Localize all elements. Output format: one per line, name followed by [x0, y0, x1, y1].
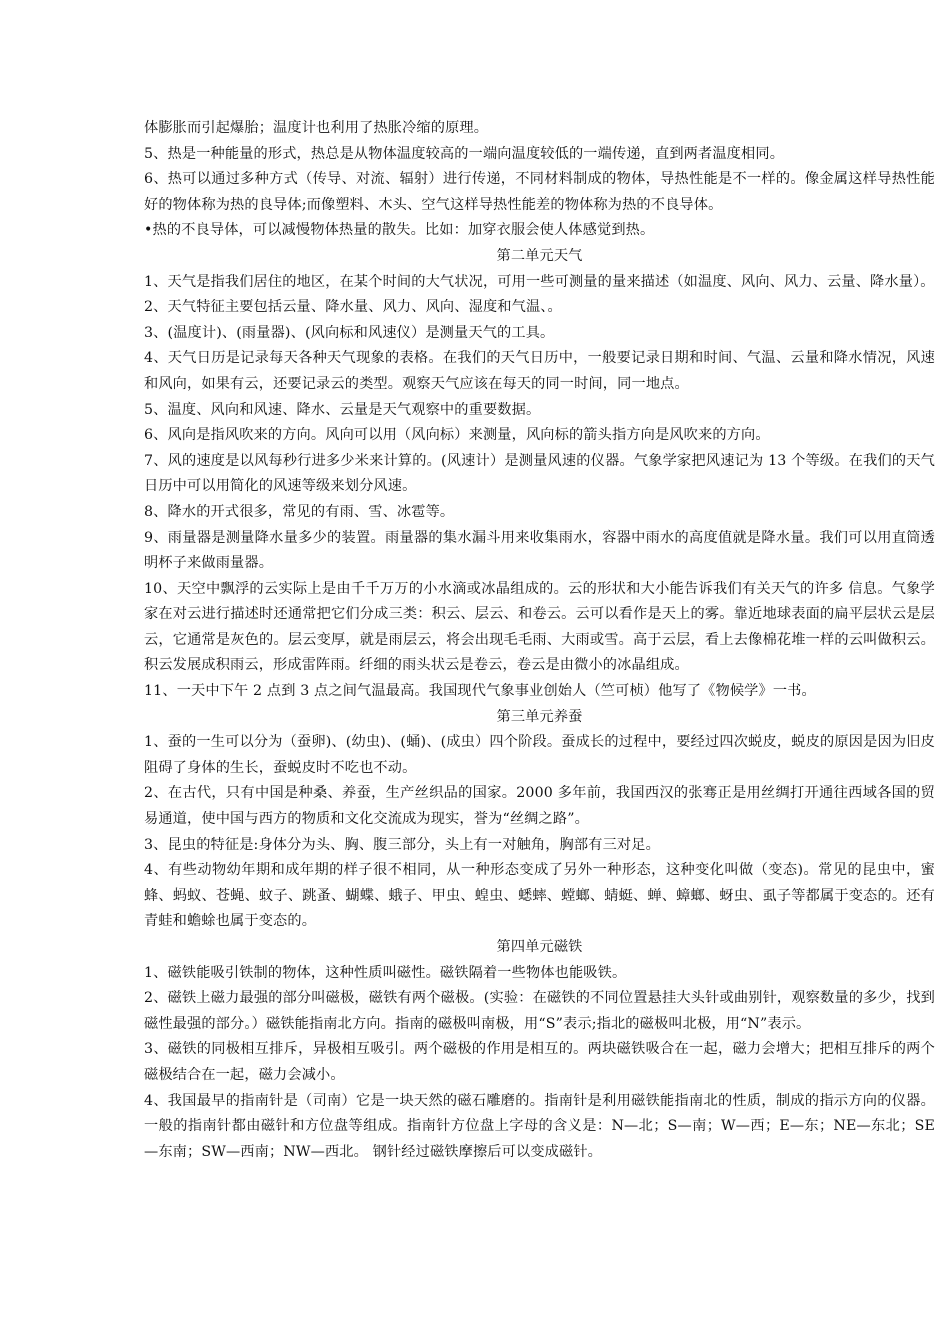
section-heading-weather: 第二单元天气 [496, 247, 583, 264]
paragraph-silkworm-3: 3、昆虫的特征是:身体分为头、胸、腹三部分，头上有一对触角，胸部有三对足。 [144, 836, 660, 853]
paragraph-magnet-3: 3、磁铁的同极相互排斥，异极相互吸引。两个磁极的作用是相互的。两块磁铁吸合在一起，磁力会增大；把相互排斥的两个磁极结合在一起，磁力会减小。 [144, 1041, 935, 1083]
paragraph-weather-3: 3、(温度计)、(雨量器)、(风向标和风速仪）是测量天气的工具。 [144, 324, 555, 341]
paragraph-weather-11: 11、一天中下午 2 点到 3 点之间气温最高。我国现代气象事业创始人（竺可桢）他写了《物候学》一书。 [144, 683, 816, 700]
paragraph-silkworm-2: 2、在古代，只有中国是种桑、养蚕，生产丝织品的国家。2000 多年前，我国西汉的张骞正是用丝绸打开通往西域各国的贸易通道，使中国与西方的物质和文化交流成为现实，誉为“丝绸之路”。 [144, 785, 935, 828]
paragraph-weather-8: 8、降水的开式很多，常见的有雨、雪、冰雹等。 [144, 503, 455, 520]
paragraph-weather-4: 4、天气日历是记录每天各种天气现象的表格。在我们的天气日历中，一般要记录日期和时间、气温、云量和降水情况，风速和风向，如果有云，还要记录云的类型。观察天气应该在每天的同一时间，同一地点。 [144, 350, 935, 392]
paragraph-weather-5: 5、温度、风向和风速、降水、云量是天气观察中的重要数据。 [144, 401, 541, 418]
paragraph-silkworm-1: 1、蚕的一生可以分为（蚕卵)、(幼虫)、(蛹)、(成虫）四个阶段。蚕成长的过程中，要经过四次蜕皮，蜕皮的原因是因为旧皮阻碍了身体的生长，蚕蜕皮时不吃也不动。 [144, 734, 935, 776]
paragraph-magnet-4: 4、我国最早的指南针是（司南）它是一块天然的磁石雕磨的。指南针是利用磁铁能指南北的性质，制成的指示方向的仪器。一般的指南针都由磁针和方位盘等组成。指南针方位盘上字母的含义是：N—北；S—南；W—西；E—东；NE—东北；SE—东南；SW—西南；NW—西北。 钢针经过磁铁摩擦后可以变成磁针。 [144, 1092, 935, 1160]
paragraph-magnet-1: 1、磁铁能吸引铁制的物体，这种性质叫磁性。磁铁隔着一些物体也能吸铁。 [144, 964, 627, 981]
section-heading-magnet: 第四单元磁铁 [496, 939, 583, 955]
paragraph-heat-5: 5、热是一种能量的形式，热总是从物体温度较高的一端向温度较低的一端传递，直到两者温度相同。 [144, 145, 785, 162]
section-heading-silkworm: 第三单元养蚕 [496, 708, 583, 725]
paragraph-heat-6: 6、热可以通过多种方式（传导、对流、辐射）进行传递，不同材料制成的物体，导热性能是不一样的。像金属这样导热性能好的物体称为热的良导体;而像塑料、木头、空气这样导热性能差的物体称为热的不良导体。 [144, 171, 935, 213]
paragraph-heat-expansion: 体膨胀而引起爆胎；温度计也利用了热胀冷缩的原理。 [144, 120, 489, 136]
paragraph-weather-6: 6、风向是指风吹来的方向。风向可以用（风向标）来测量，风向标的箭头指方向是风吹来的方向。 [144, 427, 770, 444]
paragraph-weather-1: 1、天气是指我们居住的地区，在某个时间的大气状况，可用一些可测量的量来描述（如温度、风向、风力、云量、降水量）。 [144, 273, 935, 290]
paragraph-weather-7: 7、风的速度是以风每秒行进多少米来计算的。(风速计）是测量风速的仪器。气象学家把风速记为 13 个等级。在我们的天气日历中可以用简化的风速等级来划分风速。 [144, 452, 935, 495]
document-page [144, 116, 935, 1165]
paragraph-silkworm-4: 4、有些动物幼年期和成年期的样子很不相同，从一种形态变成了另外一种形态，这种变化叫做（变态)。常见的昆虫中，蜜蜂、蚂蚁、苍蝇、蚊子、跳蚤、蝴蝶、蛾子、甲虫、蝗虫、蟋蟀、螳螂、蜻蜓、蝉、蟑螂、蚜虫、虱子等都属于变态的。还有青蛙和蟾蜍也属于变态的。 [144, 862, 935, 930]
paragraph-weather-9: 9、雨量器是测量降水量多少的装置。雨量器的集水漏斗用来收集雨水，容器中雨水的高度值就是降水量。我们可以用直筒透明杯子来做雨量器。 [144, 529, 935, 572]
paragraph-heat-bullet: •热的不良导体，可以减慢物体热量的散失。比如：加穿衣服会使人体感觉到热。 [144, 222, 655, 239]
paragraph-weather-10: 10、天空中飘浮的云实际上是由千千万万的小水滴或冰晶组成的。云的形状和大小能告诉我们有关天气的许多 信息。气象学家在对云进行描述时还通常把它们分成三类：积云、层云、和卷云。云可以看作是天上的雾。靠近地球表面的扁平层状云是层云，它通常是灰色的。层云变厚，就是雨层云，将会出现毛毛雨、大雨或雪。高于云层，看上去像棉花堆一样的云叫做积云。积云发展成积雨云，形成雷阵雨。纤细的雨头状云是卷云，卷云是由微小的冰晶组成。 [144, 580, 935, 674]
paragraph-magnet-2: 2、磁铁上磁力最强的部分叫磁极，磁铁有两个磁极。(实验：在磁铁的不同位置悬挂大头针或曲别针，观察数量的多少，找到磁性最强的部分。）磁铁能指南北方向。指南的磁极叫南极，用“S”表示;指北的磁极叫北极，用“N”表示。 [144, 990, 935, 1032]
paragraph-weather-2: 2、天气特征主要包括云量、降水量、风力、风向、湿度和气温、。 [144, 299, 562, 316]
